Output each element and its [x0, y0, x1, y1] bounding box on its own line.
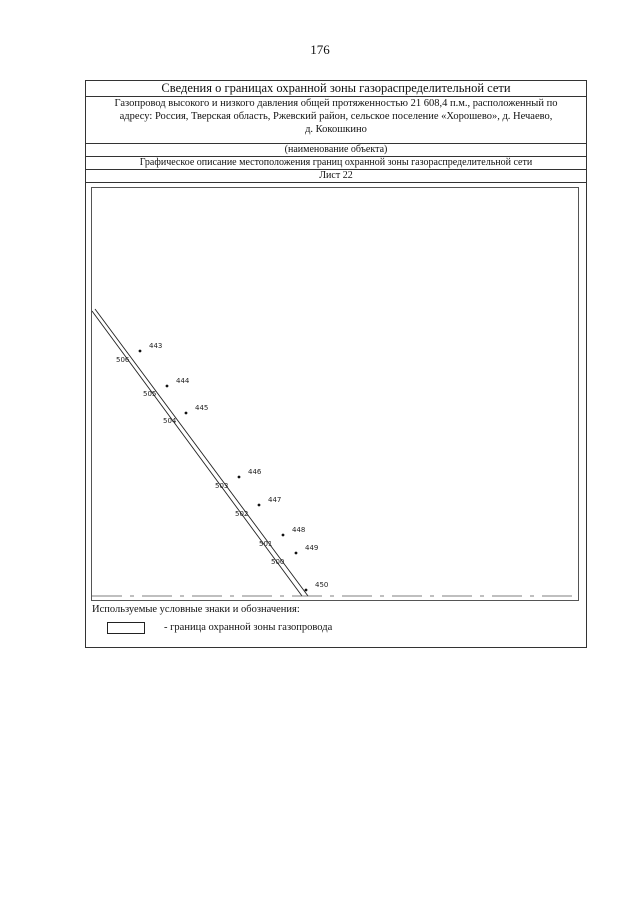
vertex-marker — [166, 385, 169, 388]
document-frame — [85, 80, 587, 648]
vertex-marker — [258, 504, 261, 507]
point-label-left: 501 — [259, 540, 273, 548]
point-label-right: 448 — [292, 526, 306, 534]
point-label-left: 506 — [116, 356, 130, 364]
section-title: Сведения о границах охранной зоны газораспределительной сети — [161, 81, 511, 95]
point-label-left: 500 — [271, 558, 285, 566]
point-label-left: 502 — [235, 510, 249, 518]
map-area — [91, 187, 579, 601]
point-label-left: 503 — [215, 482, 229, 490]
vertex-marker — [139, 350, 142, 353]
page-number: 176 — [310, 42, 330, 57]
point-label-right: 449 — [305, 544, 319, 552]
point-label-right: 450 — [315, 581, 329, 589]
vertex-marker — [238, 476, 241, 479]
legend-symbol-box — [107, 622, 145, 634]
boundary-map — [92, 188, 578, 600]
points-right — [139, 342, 329, 591]
point-label-right: 446 — [248, 468, 262, 476]
graphic-description-title: Графическое описание местоположения границ охранной зоны газораспределительной сети — [139, 157, 533, 168]
sheet-label: Лист 22 — [319, 170, 353, 181]
point-label-right: 444 — [176, 377, 190, 385]
boundary-line-right — [95, 309, 308, 596]
legend-title: Используемые условные знаки и обозначения: — [92, 604, 300, 615]
divider — [86, 182, 586, 183]
point-label-right: 445 — [195, 404, 209, 412]
object-description — [86, 97, 586, 136]
vertex-marker — [282, 534, 285, 537]
point-label-left: 504 — [163, 417, 177, 425]
vertex-marker — [305, 589, 308, 592]
points-left — [116, 356, 284, 566]
object-line-2: адресу: Россия, Тверская область, Ржевский район, сельское поселение «Хорошево», д. Нечаево, — [119, 111, 553, 122]
point-label-right: 443 — [149, 342, 163, 350]
object-line-3: д. Кокошкино — [305, 124, 367, 135]
object-caption: (наименование объекта) — [284, 144, 388, 155]
vertex-marker — [295, 552, 298, 555]
point-label-left: 505 — [143, 390, 157, 398]
point-label-right: 447 — [268, 496, 282, 504]
object-line-1: Газопровод высокого и низкого давления общей протяженностью 21 608,4 п.м., расположенный по — [114, 98, 558, 109]
legend-description: - граница охранной зоны газопровода — [164, 622, 333, 633]
boundary-line-left — [92, 311, 302, 596]
vertex-marker — [185, 412, 188, 415]
